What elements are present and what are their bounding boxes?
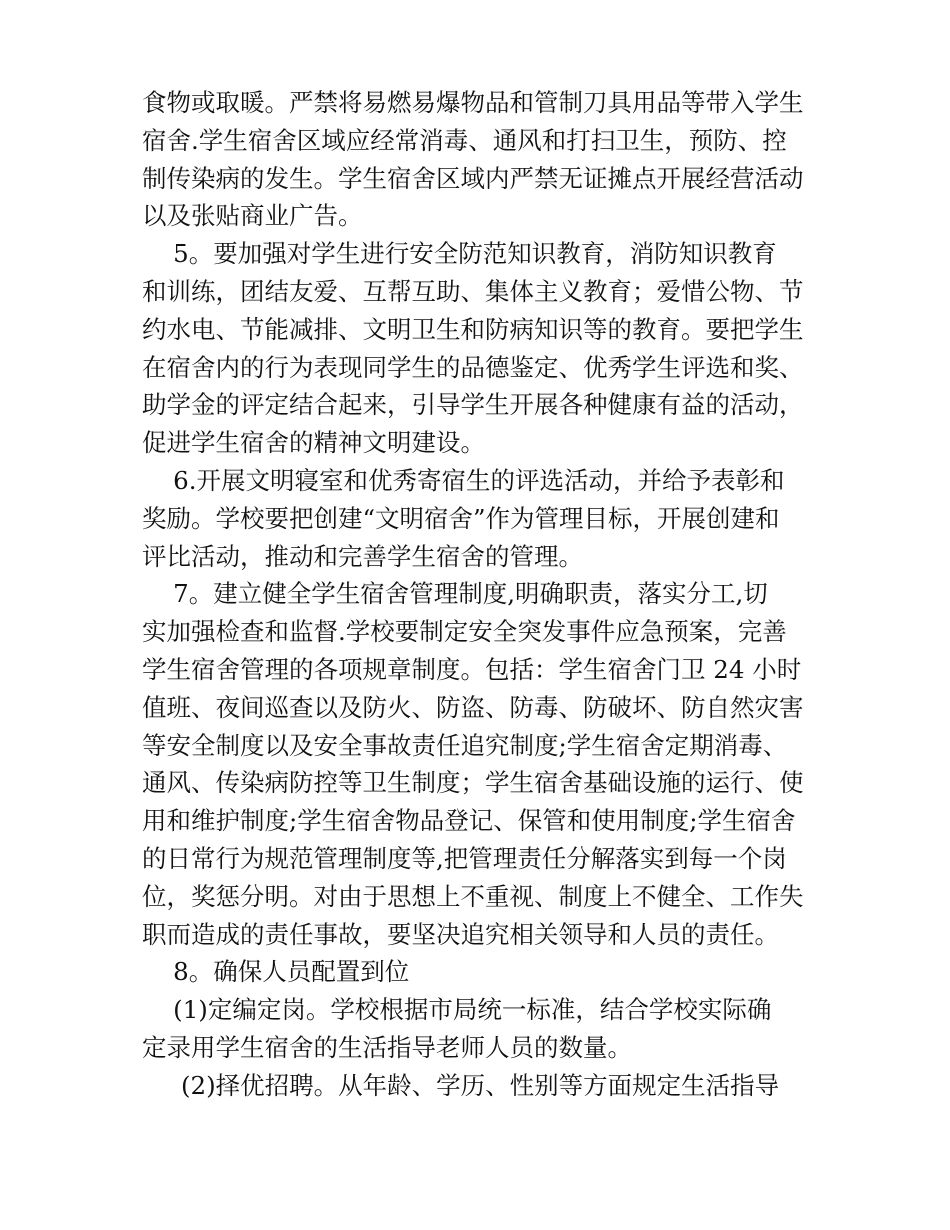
text-line: 评比活动，推动和完善学生宿舍的管理。 [142, 541, 583, 571]
text-line: 的日常行为规范管理制度等,把管理责任分解落实到每一个岗 [142, 843, 787, 873]
text-line: 奖励。学校要把创建“文明宿舍”作为管理目标，开展创建和 [142, 503, 780, 533]
text-line: 制传染病的发生。学生宿舍区域内严禁无证摊点开展经营活动 [142, 163, 804, 193]
text-line: 约水电、节能减排、文明卫生和防病知识等的教育。要把学生 [142, 314, 804, 344]
text-line: 等安全制度以及安全事故责任追究制度;学生宿舍定期消毒、 [142, 730, 788, 760]
text-line: 值班、夜间巡查以及防火、防盗、防毒、防破坏、防自然灾害 [142, 692, 804, 722]
text-line: 宿舍.学生宿舍区域应经常消毒、通风和打扫卫生，预防、控 [142, 125, 787, 155]
text-line: 通风、传染病防控等卫生制度；学生宿舍基础设施的运行、使 [142, 768, 804, 798]
text-line: 职而造成的责任事故，要坚决追究相关领导和人员的责任。 [142, 919, 779, 949]
body-text [142, 84, 822, 1105]
text-line: 以及张贴商业广告。 [142, 201, 363, 231]
text-line: 5。要加强对学生进行安全防范知识教育，消防知识教育 [142, 239, 777, 269]
text-line: 学生宿舍管理的各项规章制度。包括：学生宿舍门卫 24 小时 [142, 654, 802, 684]
text-line: 在宿舍内的行为表现同学生的品德鉴定、优秀学生评选和奖、 [142, 352, 804, 382]
text-line: 定录用学生宿舍的生活指导老师人员的数量。 [142, 1032, 632, 1062]
text-line: 位，奖惩分明。对由于思想上不重视、制度上不健全、工作失 [142, 881, 804, 911]
text-line: 6.开展文明寝室和优秀寄宿生的评选活动，并给予表彰和 [142, 465, 785, 495]
text-line: (2)择优招聘。从年龄、学历、性别等方面规定生活指导 [142, 1070, 780, 1100]
text-line: (1)定编定岗。学校根据市局统一标准，结合学校实际确 [142, 995, 772, 1025]
text-line: 用和维护制度;学生宿舍物品登记、保管和使用制度;学生宿舍 [142, 806, 796, 836]
text-line: 7。建立健全学生宿舍管理制度,明确职责，落实分工,切 [142, 579, 768, 609]
text-line: 实加强检查和监督.学校要制定安全突发事件应急预案，完善 [142, 617, 787, 647]
text-line: 促进学生宿舍的精神文明建设。 [142, 428, 485, 458]
text-line: 食物或取暖。严禁将易燃易爆物品和管制刀具用品等带入学生 [142, 88, 804, 117]
text-line: 助学金的评定结合起来，引导学生开展各种健康有益的活动， [142, 390, 804, 420]
text-line: 8。确保人员配置到位 [142, 957, 410, 987]
text-line: 和训练，团结友爱、互帮互助、集体主义教育；爱惜公物、节 [142, 276, 804, 306]
